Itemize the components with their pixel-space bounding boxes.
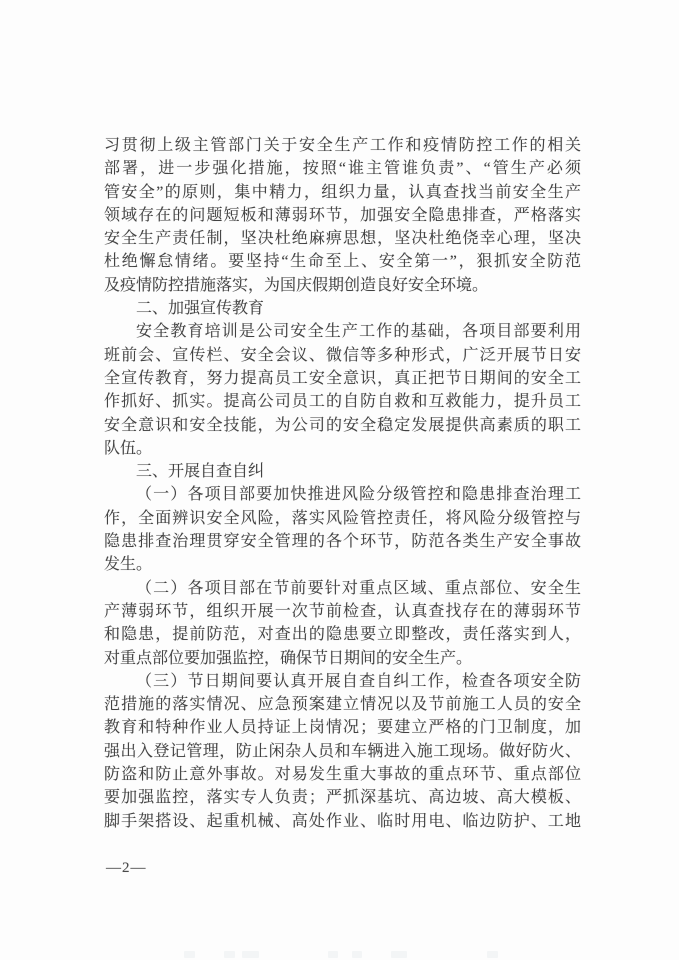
- text-line: 范措施的落实情况、应急预案建立情况以及节前施工人员的安全: [104, 696, 581, 714]
- scan-artifact: [224, 951, 235, 958]
- section-heading-3: 三、开展自查自纠: [136, 463, 265, 481]
- text-line: 习贯彻上级主管部门关于安全生产工作和疫情防控工作的相关: [104, 137, 581, 154]
- text-line: 隐患排查治理贯穿安全管理的各个环节，防范各类生产安全事故: [104, 533, 581, 551]
- text-line: 发生。: [104, 556, 153, 574]
- text-line: 教育和特种作业人员持证上岗情况；要建立严格的门卫制度，加: [104, 719, 581, 737]
- scan-artifact: [184, 951, 195, 958]
- section-heading-2: 二、加强宣传教育: [136, 300, 265, 318]
- text-line: 作，全面辨识安全风险，落实风险管控责任，将风险分级管控与: [104, 509, 581, 527]
- text-line: 部署，进一步强化措施，按照“谁主管谁负责”、“管生产必须: [104, 160, 581, 178]
- text-line: 要加强监控，落实专人负责；严抓深基坑、高边坡、高大模板、: [104, 789, 581, 807]
- text-line: 领域存在的问题短板和薄弱环节，加强安全隐患排查，严格落实: [104, 206, 581, 224]
- text-line: 及疫情防控措施落实，为国庆假期创造良好安全环境。: [104, 276, 489, 294]
- text-line: 安全意识和安全技能，为公司的安全稳定发展提供高素质的职工: [104, 416, 581, 434]
- text-line: 和隐患，提前防范，对查出的隐患要立即整改，责任落实到人，: [104, 626, 581, 644]
- text-line: （三）节日期间要认真开展自查自纠工作，检查各项安全防: [136, 672, 581, 690]
- text-line: 作抓好、抓实。提高公司员工的自防自救和互救能力，提升员工: [104, 393, 581, 411]
- scan-artifact: [242, 951, 259, 958]
- scan-artifact: [391, 951, 407, 958]
- text-line: 防盗和防止意外事故。对易发生重大事故的重点环节、重点部位: [104, 766, 581, 784]
- page-number: —2—: [106, 860, 147, 876]
- text-line: 脚手架搭设、起重机械、高处作业、临时用电、临边防护、工地: [104, 812, 581, 830]
- text-line: 强出入登记管理，防止闲杂人员和车辆进入施工现场。做好防火、: [104, 742, 581, 760]
- text-line: 安全教育培训是公司安全生产工作的基础，各项目部要利用: [136, 323, 581, 341]
- text-line: 安全生产责任制，坚决杜绝麻痹思想，坚决杜绝侥幸心理，坚决: [104, 230, 581, 248]
- text-line: 杜绝懈怠情绪。要坚持“生命至上、安全第一”，狠抓安全防范: [104, 253, 581, 271]
- scan-artifact: [487, 951, 498, 958]
- text-line: 班前会、宣传栏、安全会议、微信等多种形式，广泛开展节日安: [104, 346, 581, 364]
- scan-artifact: [352, 951, 362, 958]
- text-line: 产薄弱环节，组织开展一次节前检查，认真查找存在的薄弱环节: [104, 602, 581, 620]
- text-line: 全宣传教育，努力提高员工安全意识，真正把节日期间的安全工: [104, 369, 581, 387]
- scan-artifact: [328, 951, 338, 958]
- text-line: 对重点部位要加强监控，确保节日期间的安全生产。: [104, 649, 473, 667]
- text-line: 管安全”的原则，集中精力，组织力量，认真查找当前安全生产: [104, 183, 581, 201]
- text-line: 队伍。: [104, 439, 153, 457]
- text-line: （一）各项目部要加快推进风险分级管控和隐患排查治理工: [136, 486, 581, 504]
- document-body: [104, 134, 581, 833]
- text-line: （二）各项目部在节前要针对重点区域、重点部位、安全生: [136, 579, 581, 597]
